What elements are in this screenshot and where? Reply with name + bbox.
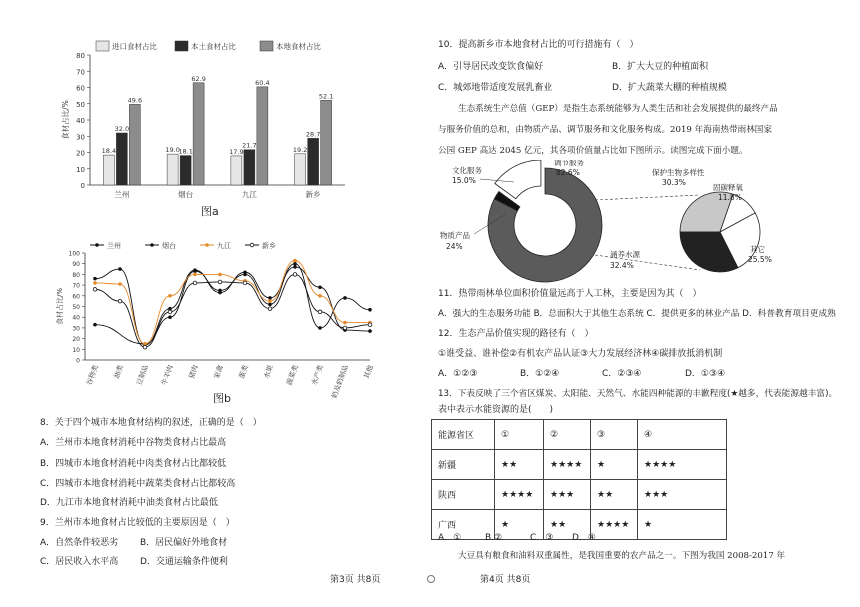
- table-header-cell: ②: [544, 420, 591, 450]
- bar: [103, 155, 114, 185]
- y-axis-label: 食材占比/%: [61, 100, 70, 140]
- question-13-stem: 13．下表反映了三个省区煤炭、太阳能、天然气、水能四种能源的丰歉程度(★越多，代表能源越丰富)。: [438, 389, 838, 399]
- chart-a-caption: 图a: [201, 205, 219, 218]
- table-cell: ★★: [544, 510, 591, 540]
- y-tick-label: 40: [76, 117, 85, 125]
- data-label: 60.4: [255, 78, 270, 87]
- question-12-option-a: A．①②③: [438, 369, 478, 379]
- question-12-option-d: D．①③④: [685, 369, 726, 379]
- x-tick-label: 奶及奶制品: [330, 363, 350, 400]
- question-10-option-d: D．扩大蔬菜大棚的种植规模: [612, 83, 727, 93]
- legend-label: 兰州: [107, 242, 121, 250]
- connector-line: [595, 195, 700, 200]
- question-12-option-c: C．②③④: [602, 369, 642, 379]
- question-10-option-a: A．引导居民改变饮食偏好: [438, 62, 544, 72]
- y-tick-label: 70: [72, 282, 80, 290]
- page-number-left: 第3页 共8页: [330, 575, 381, 585]
- bar: [231, 156, 242, 185]
- data-label: 19.0: [165, 146, 180, 155]
- y-tick-label: 10: [72, 346, 80, 354]
- x-tick-label: 新乡: [305, 190, 321, 199]
- x-tick-label: 烟台: [178, 190, 194, 199]
- question-13-option-d: D．④: [572, 533, 596, 543]
- table-cell: ★★★★: [495, 480, 544, 510]
- page-number-right: 第4页 共8页: [480, 575, 531, 585]
- chart-gep: [430, 160, 830, 285]
- table-cell: ★★★: [638, 480, 727, 510]
- data-point: [193, 281, 197, 285]
- legend-label: 本地食材占比: [276, 42, 321, 51]
- pie-label: 保护生物多样性: [652, 168, 705, 177]
- y-tick-label: 50: [72, 304, 80, 311]
- legend-swatch: [96, 41, 109, 51]
- data-label: 32.0: [114, 125, 130, 133]
- question-11-options: A．强大的生态服务功能 B．总面积大于其他生态系统 C．提供更多的林业产品 D．科普教育项目更成熟: [438, 309, 836, 319]
- series-line: [95, 260, 370, 343]
- data-label: 28.7: [305, 130, 321, 139]
- x-tick-label: 豆制品: [135, 363, 150, 387]
- data-point: [193, 273, 197, 277]
- table-cell: ★: [591, 450, 638, 480]
- table-cell: ★★: [495, 450, 544, 480]
- donut-slice: [495, 160, 541, 199]
- data-point: [93, 288, 97, 292]
- table-cell: ★★★★: [638, 450, 727, 480]
- table-header-cell: ④: [638, 420, 727, 450]
- legend-label: 新乡: [262, 242, 276, 250]
- question-13-option-c: C．③: [530, 533, 554, 543]
- donut-label: 物质产品: [440, 231, 470, 240]
- table-row: [432, 450, 727, 480]
- chart-a: [50, 35, 370, 220]
- series-line: [95, 274, 370, 347]
- bar: [193, 83, 204, 185]
- pie-label: 涵养水源: [610, 250, 640, 259]
- question-8-option-a: A．兰州市本地食材消耗中谷物类食材占比最高: [40, 438, 227, 448]
- data-point: [93, 277, 97, 281]
- data-point: [318, 310, 322, 314]
- data-point: [368, 323, 372, 327]
- legend-label: 九江: [217, 242, 231, 250]
- question-10-option-b: B．扩大大豆的种植面积: [612, 62, 709, 72]
- table-cell: 陕西: [432, 480, 495, 510]
- table-header-cell: ①: [495, 420, 544, 450]
- table-header-row: [432, 420, 727, 450]
- question-8-stem: 8．关于四个城市本地食材结构的叙述，正确的是（ ）: [40, 418, 262, 428]
- y-tick-label: 20: [76, 149, 85, 158]
- x-tick-label: 猪肉: [187, 363, 200, 380]
- donut-value: 82.6%: [556, 168, 580, 177]
- data-point: [118, 267, 122, 271]
- question-12-option-b: B．①②④: [520, 369, 560, 379]
- question-10-option-c: C．城郊地带适度发展乳畜业: [438, 83, 553, 93]
- y-tick-label: 90: [72, 261, 80, 269]
- line-chart-b: [50, 235, 380, 410]
- data-point: [243, 281, 247, 285]
- data-point: [293, 259, 297, 263]
- soy-paragraph: 大豆具有粮食和油料双重属性，是我国重要的农产品之一。下图为我国 2008-2017 年: [458, 551, 786, 561]
- bar: [116, 133, 127, 185]
- data-point: [368, 308, 372, 312]
- question-9-option-d: D．交通运输条件便利: [140, 557, 228, 567]
- data-point: [343, 321, 347, 325]
- y-tick-label: 60: [76, 84, 85, 93]
- x-tick-label: 油类: [112, 363, 125, 380]
- y-tick-label: 0: [76, 357, 80, 365]
- question-8-option-c: C．四城市本地食材消耗中蔬菜类食材占比都较高: [40, 479, 236, 489]
- y-tick-label: 60: [72, 293, 80, 301]
- table-row: [432, 480, 727, 510]
- y-tick-label: 70: [76, 68, 85, 77]
- question-12-stem: 12．生态产品价值实现的路径有（ ）: [438, 329, 594, 339]
- table-header-cell: ③: [591, 420, 638, 450]
- data-label: 21.7: [242, 141, 257, 150]
- y-tick-label: 30: [72, 325, 80, 333]
- question-9-option-c: C．居民收入水平高: [40, 557, 119, 567]
- chart-b: [50, 235, 380, 410]
- data-point: [93, 323, 97, 327]
- y-tick-label: 80: [72, 271, 80, 279]
- data-point: [168, 315, 172, 319]
- data-point: [293, 265, 297, 269]
- data-label: 62.9: [191, 74, 206, 83]
- data-point: [318, 285, 322, 289]
- data-point: [143, 345, 147, 349]
- data-point: [293, 273, 297, 277]
- table-cell: ★: [638, 510, 727, 540]
- data-label: 18.4: [101, 147, 117, 156]
- pie-value: 32.4%: [610, 261, 634, 270]
- series-line: [95, 264, 370, 344]
- table-cell: ★★★★: [591, 510, 638, 540]
- legend-marker: [150, 243, 154, 247]
- legend-swatch: [175, 41, 188, 51]
- question-12-items: ①谁受益、谁补偿②有机农产品认证③大力发展经济林④碳排放抵消机制: [438, 349, 723, 359]
- x-tick-label: 水果: [262, 363, 275, 380]
- donut-value: 24%: [446, 242, 463, 251]
- legend-label: 本土食材占比: [191, 42, 236, 51]
- question-11-stem: 11．热带雨林单位面积价值量远高于人工林，主要是因为其（ ）: [438, 289, 702, 299]
- y-tick-label: 10: [76, 165, 85, 174]
- x-tick-label: 牛羊肉: [160, 363, 175, 387]
- data-point: [268, 303, 272, 307]
- legend-marker: [205, 243, 209, 247]
- data-label: 52.1: [318, 92, 334, 101]
- pie-value: 25.5%: [748, 255, 772, 264]
- y-tick-label: 40: [72, 314, 80, 322]
- data-point: [318, 326, 322, 330]
- data-point: [193, 268, 197, 272]
- data-point: [168, 310, 172, 314]
- bar: [129, 104, 140, 185]
- question-13-stem-2: 表中表示水能资源的是( ): [438, 405, 554, 415]
- donut-label: 调节服务: [554, 160, 584, 167]
- data-point: [293, 262, 297, 266]
- legend-marker: [250, 243, 254, 247]
- data-label: 19.2: [292, 145, 308, 154]
- question-8-option-d: D．九江市本地食材消耗中油类食材占比最低: [40, 498, 218, 508]
- bar: [321, 100, 332, 185]
- data-label: 49.6: [127, 96, 143, 105]
- gep-paragraph-line-1: 生态系统生产总值（GEP）是指生态系统能够为人类生活和社会发展提供的最终产品: [458, 104, 778, 114]
- question-8-option-b: B．四城市本地食材消耗中肉类食材占比都较低: [40, 459, 227, 469]
- bar: [180, 156, 191, 185]
- x-tick-label: 九江: [241, 190, 257, 199]
- x-tick-label: 水产类: [310, 363, 325, 387]
- pie-label: 固碳释氧: [713, 183, 743, 192]
- energy-table: [431, 419, 727, 540]
- question-9-option-b: B．居民偏好外地食材: [140, 538, 228, 548]
- y-tick-label: 30: [76, 133, 85, 142]
- gep-paragraph-line-3: 公园 GEP 高达 2045 亿元，其各项价值量占比如下图所示。读图完成下面小题。: [438, 146, 748, 156]
- data-point: [368, 329, 372, 333]
- table-cell: 新疆: [432, 450, 495, 480]
- bar: [295, 154, 306, 185]
- bar-chart-a: [50, 35, 370, 220]
- data-point: [168, 294, 172, 298]
- series-line: [95, 267, 370, 345]
- x-tick-label: 其他: [362, 363, 375, 380]
- center-circle-icon: [427, 575, 435, 583]
- x-tick-label: 家禽: [212, 363, 225, 380]
- question-13-option-b: B.②: [485, 533, 503, 543]
- table-cell: ★★: [591, 480, 638, 510]
- pie-label: 其它: [750, 245, 765, 254]
- data-point: [118, 299, 122, 303]
- data-point: [118, 282, 122, 286]
- y-tick-label: 50: [76, 100, 85, 109]
- chart-b-caption: 图b: [213, 392, 231, 405]
- y-axis-label: 食材占比/%: [56, 287, 64, 326]
- data-point: [318, 294, 322, 298]
- bar: [244, 150, 255, 185]
- y-tick-label: 0: [80, 182, 85, 190]
- data-point: [268, 307, 272, 311]
- x-tick-label: 蔬菜类: [285, 363, 300, 387]
- bar: [257, 87, 268, 185]
- table-cell: ★★★★: [544, 450, 591, 480]
- gep-paragraph-line-2: 与服务价值的总和，由物质产品、调节服务和文化服务构成。2019 年海南热带雨林国家: [438, 125, 772, 135]
- bar: [167, 154, 178, 185]
- data-point: [343, 296, 347, 300]
- data-point: [268, 299, 272, 303]
- data-point: [218, 280, 222, 284]
- donut-value: 15.0%: [452, 176, 476, 185]
- donut-label: 文化服务: [452, 166, 482, 175]
- y-tick-label: 20: [72, 336, 80, 344]
- data-point: [343, 326, 347, 330]
- data-point: [243, 270, 247, 274]
- data-label: 17.9: [229, 147, 244, 156]
- data-point: [268, 296, 272, 300]
- y-tick-label: 100: [68, 250, 80, 258]
- pie-value: 30.3%: [662, 178, 686, 187]
- question-13-option-a: A．①: [438, 533, 462, 543]
- x-tick-label: 谷物类: [85, 363, 100, 387]
- y-tick-label: 80: [76, 52, 85, 60]
- data-point: [218, 273, 222, 277]
- legend-marker: [95, 243, 99, 247]
- table-cell: 广西: [432, 510, 495, 540]
- legend-swatch: [260, 41, 273, 51]
- table-header-cell: 能源省区: [432, 420, 495, 450]
- legend-label: 进口食材占比: [112, 42, 157, 51]
- table-cell: ★★★: [544, 480, 591, 510]
- question-9-stem: 9．兰州市本地食材占比较低的主要原因是（ ）: [40, 518, 235, 528]
- question-10-stem: 10．提高新乡市本地食材占比的可行措施有（ ）: [438, 40, 639, 50]
- bar: [308, 138, 319, 185]
- data-point: [218, 291, 222, 295]
- x-tick-label: 蛋类: [237, 363, 250, 380]
- data-label: 18.1: [178, 147, 193, 156]
- data-point: [93, 281, 97, 285]
- gep-composition-chart: [430, 160, 830, 285]
- question-9-option-a: A．自然条件较恶劣: [40, 538, 119, 548]
- pie-value: 11.8%: [718, 193, 742, 202]
- table-cell: ★: [495, 510, 544, 540]
- legend-label: 烟台: [162, 242, 176, 250]
- x-tick-label: 兰州: [114, 190, 130, 199]
